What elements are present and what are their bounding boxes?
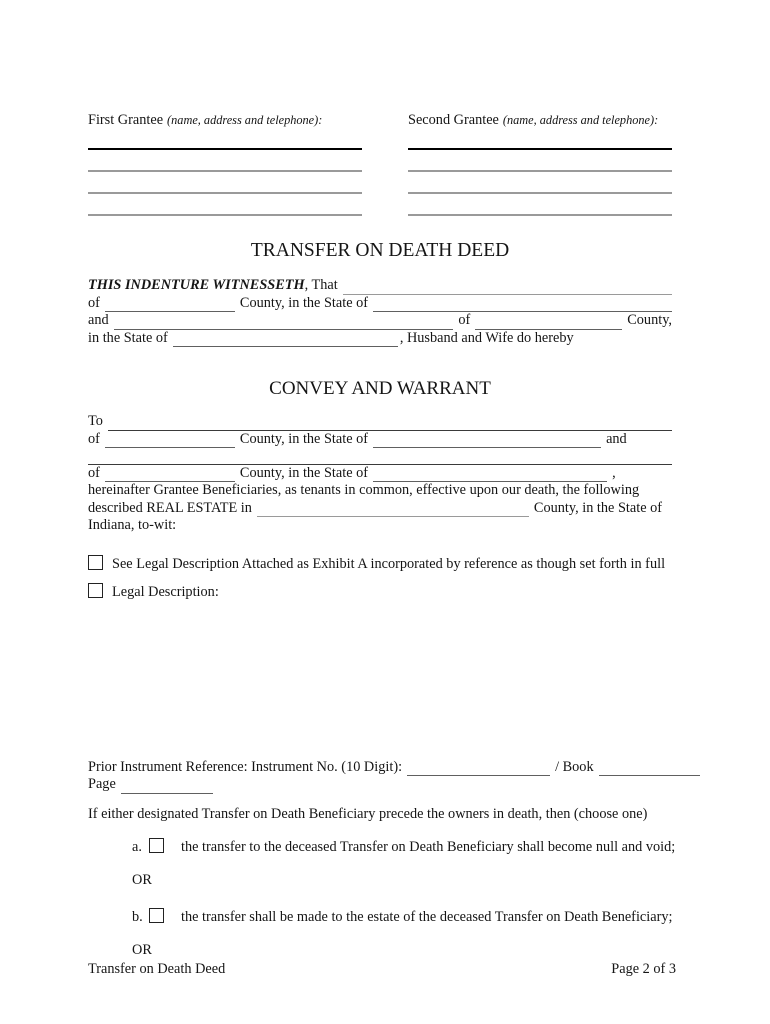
page-field[interactable] [121, 777, 213, 794]
or-separator-1: OR [132, 872, 152, 889]
second-beneficiary-name-field[interactable] [88, 448, 672, 465]
document-title: TRANSFER ON DEATH DEED [250, 240, 510, 262]
option-b-letter: b. [132, 908, 143, 925]
text-of: of [88, 464, 100, 481]
legal-description-label: Legal Description: [112, 584, 219, 601]
option-b-checkbox[interactable] [149, 908, 164, 923]
text-book: / Book [555, 758, 594, 775]
instrument-number-field[interactable] [407, 760, 550, 777]
option-b-label: the transfer shall be made to the estate of the deceased Transfer on Death Beneficiary; [181, 908, 673, 925]
text-of: of [88, 294, 100, 311]
grantor-county-field[interactable] [105, 296, 235, 313]
second-grantor-county-field[interactable] [475, 313, 622, 330]
footer-page-number: Page 2 of 3 [611, 961, 676, 977]
convey-line-1 [88, 413, 672, 431]
convey-heading: CONVEY AND WARRANT [269, 378, 491, 400]
second-beneficiary-state-field[interactable] [373, 466, 607, 483]
beneficiary-county-field[interactable] [105, 432, 235, 449]
exhibit-a-label: See Legal Description Attached as Exhibit A incorporated by reference as though set forth in full [112, 555, 666, 572]
first-grantee-line-1[interactable] [88, 129, 362, 150]
text-and: and [606, 430, 627, 447]
text-hereinafter: hereinafter Grantee Beneficiaries, as tenants in common, effective upon our death, the following [88, 482, 640, 499]
prior-instrument-line-1 [88, 759, 672, 777]
text-husband-wife: , Husband and Wife do hereby [399, 329, 574, 346]
text-to: To [88, 413, 103, 430]
indenture-paragraph [88, 277, 672, 347]
text-county-state: County, in the State of [533, 499, 663, 516]
text-of: of [458, 312, 471, 329]
second-grantee-block [408, 112, 672, 216]
text-and: and [88, 312, 109, 329]
second-grantee-line-2[interactable] [408, 150, 672, 172]
text-of: of [88, 430, 100, 447]
or-separator-2: OR [132, 942, 152, 959]
prior-instrument-line-2 [88, 776, 672, 794]
text-state-of: in the State of [88, 329, 168, 346]
beneficiary-state-field[interactable] [373, 432, 601, 449]
grantor-names-field[interactable] [343, 278, 672, 295]
indenture-line-4 [88, 330, 672, 348]
indenture-lead: THIS INDENTURE WITNESSETH [88, 277, 305, 294]
indenture-line-1 [88, 277, 672, 295]
first-grantee-line-2[interactable] [88, 150, 362, 172]
first-grantee-block [88, 112, 362, 216]
first-grantee-line-4[interactable] [88, 194, 362, 216]
second-grantor-state-field[interactable] [173, 331, 398, 348]
indenture-lead-rest: , That [304, 277, 338, 294]
option-a-letter: a. [132, 838, 142, 855]
first-grantee-label [88, 112, 362, 129]
exhibit-a-checkbox[interactable] [88, 555, 103, 570]
text-page: Page [88, 776, 116, 793]
grantor-state-field[interactable] [373, 296, 672, 313]
prior-instrument-section [88, 759, 672, 794]
second-grantee-title: Second Grantee [408, 112, 499, 128]
convey-line-6 [88, 500, 672, 518]
convey-line-4 [88, 465, 672, 483]
option-a-checkbox[interactable] [149, 838, 164, 853]
legal-description-section [88, 553, 672, 602]
convey-line-2 [88, 431, 672, 449]
second-grantee-line-3[interactable] [408, 172, 672, 194]
text-county-state: County, in the State of [239, 294, 369, 311]
page-footer [88, 961, 676, 978]
second-beneficiary-county-field[interactable] [105, 466, 235, 483]
second-grantee-line-1[interactable] [408, 129, 672, 150]
second-grantor-name-field[interactable] [114, 313, 454, 330]
text-county-state: County, in the State of [239, 464, 369, 481]
beneficiary-intro: If either designated Transfer on Death Beneficiary precede the owners in death, then (choose one) [88, 805, 648, 822]
convey-line-7 [88, 517, 672, 534]
footer-document-name: Transfer on Death Deed [88, 961, 226, 977]
property-county-field[interactable] [257, 501, 529, 518]
convey-line-5 [88, 482, 672, 499]
first-grantee-line-3[interactable] [88, 172, 362, 194]
second-grantee-line-4[interactable] [408, 194, 672, 216]
second-grantee-label [408, 112, 672, 129]
text-county-state: County, in the State of [239, 430, 369, 447]
first-grantee-hint: (name, address and telephone): [167, 113, 323, 127]
indenture-line-2 [88, 295, 672, 313]
legal-description-checkbox[interactable] [88, 583, 103, 598]
exhibit-a-row [88, 553, 672, 573]
legal-description-space [88, 610, 672, 759]
grantee-header-row [88, 0, 672, 216]
beneficiary-names-field[interactable] [108, 414, 672, 431]
option-a-row [88, 836, 676, 856]
legal-description-row [88, 581, 672, 601]
text-comma: , [612, 464, 616, 481]
option-a-label: the transfer to the deceased Transfer on Death Beneficiary shall become null and void; [181, 838, 676, 855]
text-county-comma: County, [627, 312, 672, 329]
text-described: described REAL ESTATE in [88, 499, 252, 516]
indenture-line-3 [88, 312, 672, 330]
text-indiana-towit: Indiana, to-wit: [88, 517, 177, 534]
first-grantee-title: First Grantee [88, 112, 164, 128]
second-grantee-hint: (name, address and telephone): [502, 113, 659, 127]
book-field[interactable] [599, 760, 700, 777]
convey-line-3 [88, 448, 672, 465]
convey-paragraph [88, 413, 672, 534]
document-content [88, 0, 676, 960]
option-b-row [88, 906, 672, 926]
prior-instrument-label: Prior Instrument Reference: Instrument No. (10 Digit): [88, 758, 403, 775]
